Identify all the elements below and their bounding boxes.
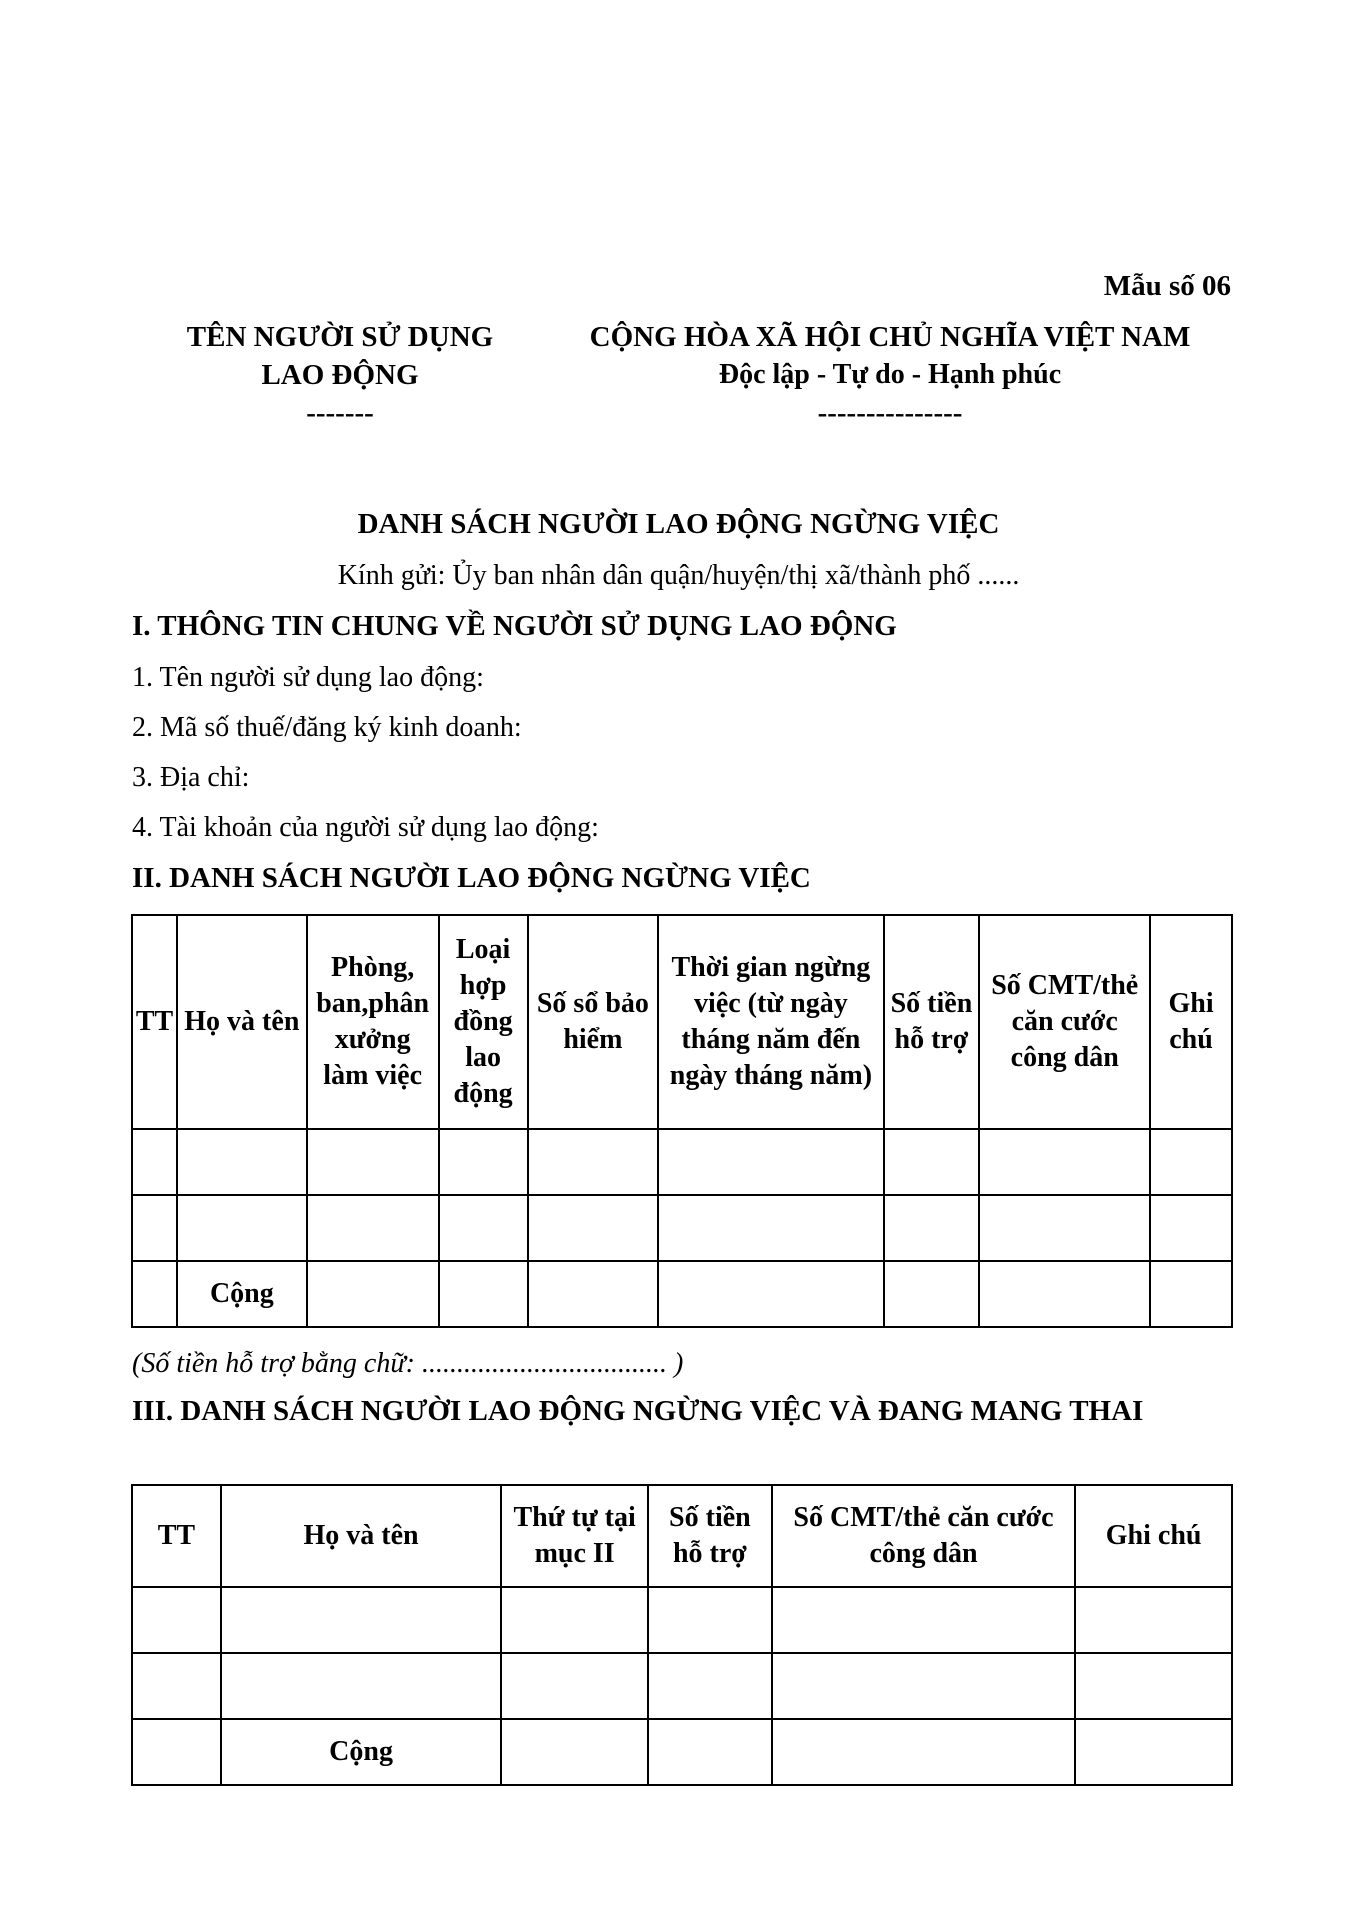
col-support-amount: Số tiền hỗ trợ bbox=[648, 1485, 772, 1587]
cell[interactable] bbox=[528, 1129, 659, 1195]
cell[interactable] bbox=[221, 1653, 501, 1719]
cell[interactable] bbox=[177, 1195, 307, 1261]
cell[interactable] bbox=[658, 1129, 883, 1195]
cell[interactable] bbox=[501, 1587, 648, 1653]
cell[interactable] bbox=[648, 1587, 772, 1653]
cell[interactable] bbox=[648, 1719, 772, 1785]
national-motto: Độc lập - Tự do - Hạnh phúc bbox=[718, 359, 1062, 390]
employer-header-line2: LAO ĐỘNG bbox=[261, 359, 419, 391]
cell[interactable] bbox=[132, 1129, 177, 1195]
cell[interactable] bbox=[1150, 1129, 1232, 1195]
amount-in-words: (Số tiền hỗ trợ bằng chữ: ................................... ) bbox=[132, 1348, 684, 1379]
cell[interactable] bbox=[772, 1719, 1075, 1785]
cell[interactable] bbox=[884, 1261, 980, 1327]
col-full-name: Họ và tên bbox=[221, 1485, 501, 1587]
total-label: Cộng bbox=[177, 1261, 307, 1327]
table-header-row bbox=[132, 1485, 1232, 1587]
col-insurance-number: Số sổ bảo hiểm bbox=[528, 915, 659, 1129]
cell[interactable] bbox=[501, 1719, 648, 1785]
col-department: Phòng, ban,phân xưởng làm việc bbox=[307, 915, 439, 1129]
cell[interactable] bbox=[1075, 1719, 1232, 1785]
cell[interactable] bbox=[528, 1261, 659, 1327]
cell[interactable] bbox=[132, 1195, 177, 1261]
section3-heading: III. DANH SÁCH NGƯỜI LAO ĐỘNG NGỪNG VIỆC VÀ ĐANG MANG THAI bbox=[132, 1395, 1144, 1427]
cell[interactable] bbox=[772, 1587, 1075, 1653]
cell[interactable] bbox=[307, 1261, 439, 1327]
total-row bbox=[132, 1261, 1232, 1327]
col-contract-type: Loại hợp đồng lao động bbox=[439, 915, 528, 1129]
col-id-number: Số CMT/thẻ căn cước công dân bbox=[772, 1485, 1075, 1587]
address-field: 3. Địa chỉ: bbox=[132, 762, 250, 793]
cell bbox=[132, 1261, 177, 1327]
cell[interactable] bbox=[132, 1587, 221, 1653]
cell[interactable] bbox=[772, 1653, 1075, 1719]
national-header bbox=[540, 318, 1240, 432]
col-id-number: Số CMT/thẻ căn cước công dân bbox=[979, 915, 1150, 1129]
cell[interactable] bbox=[221, 1587, 501, 1653]
suspended-workers-table bbox=[131, 914, 1233, 1328]
cell bbox=[132, 1719, 221, 1785]
tax-code-field: 2. Mã số thuế/đăng ký kinh doanh: bbox=[132, 712, 522, 743]
table-header-row bbox=[132, 915, 1232, 1129]
cell[interactable] bbox=[979, 1261, 1150, 1327]
cell[interactable] bbox=[501, 1653, 648, 1719]
employer-header-divider: ------- bbox=[306, 397, 374, 429]
cell[interactable] bbox=[979, 1129, 1150, 1195]
cell[interactable] bbox=[1150, 1261, 1232, 1327]
section1-heading: I. THÔNG TIN CHUNG VỀ NGƯỜI SỬ DỤNG LAO ĐỘNG bbox=[132, 610, 897, 642]
employer-name-field: 1. Tên người sử dụng lao động: bbox=[132, 662, 484, 693]
total-row bbox=[132, 1719, 1232, 1785]
col-notes: Ghi chú bbox=[1150, 915, 1232, 1129]
document-title: DANH SÁCH NGƯỜI LAO ĐỘNG NGỪNG VIỆC bbox=[357, 508, 1000, 540]
cell[interactable] bbox=[132, 1653, 221, 1719]
recipient-line: Kính gửi: Ủy ban nhân dân quận/huyện/thị xã/thành phố ...... bbox=[337, 560, 1020, 591]
cell[interactable] bbox=[439, 1261, 528, 1327]
pregnant-workers-table bbox=[131, 1484, 1233, 1786]
employer-header-line1: TÊN NGƯỜI SỬ DỤNG bbox=[186, 321, 494, 353]
table-row bbox=[132, 1129, 1232, 1195]
col-notes: Ghi chú bbox=[1075, 1485, 1232, 1587]
bank-account-field: 4. Tài khoản của người sử dụng lao động: bbox=[132, 812, 599, 843]
col-support-amount: Số tiền hỗ trợ bbox=[884, 915, 980, 1129]
cell[interactable] bbox=[884, 1195, 980, 1261]
cell[interactable] bbox=[648, 1653, 772, 1719]
total-label: Cộng bbox=[221, 1719, 501, 1785]
cell[interactable] bbox=[658, 1195, 883, 1261]
national-name: CỘNG HÒA XÃ HỘI CHỦ NGHĨA VIỆT NAM bbox=[589, 321, 1191, 353]
cell[interactable] bbox=[979, 1195, 1150, 1261]
employer-header bbox=[150, 318, 530, 432]
cell[interactable] bbox=[177, 1129, 307, 1195]
table-row bbox=[132, 1587, 1232, 1653]
cell[interactable] bbox=[1075, 1653, 1232, 1719]
cell[interactable] bbox=[1150, 1195, 1232, 1261]
table-row bbox=[132, 1653, 1232, 1719]
national-header-divider: --------------- bbox=[817, 397, 963, 429]
cell[interactable] bbox=[658, 1261, 883, 1327]
cell[interactable] bbox=[307, 1129, 439, 1195]
cell[interactable] bbox=[439, 1129, 528, 1195]
section2-heading: II. DANH SÁCH NGƯỜI LAO ĐỘNG NGỪNG VIỆC bbox=[132, 862, 811, 894]
cell[interactable] bbox=[1075, 1587, 1232, 1653]
form-number: Mẫu số 06 bbox=[1103, 270, 1231, 302]
cell[interactable] bbox=[884, 1129, 980, 1195]
cell[interactable] bbox=[528, 1195, 659, 1261]
col-suspension-period: Thời gian ngừng việc (từ ngày tháng năm đến ngày tháng năm) bbox=[658, 915, 883, 1129]
col-full-name: Họ và tên bbox=[177, 915, 307, 1129]
col-order-in-section2: Thứ tự tại mục II bbox=[501, 1485, 648, 1587]
table-row bbox=[132, 1195, 1232, 1261]
col-tt: TT bbox=[132, 1485, 221, 1587]
cell[interactable] bbox=[307, 1195, 439, 1261]
col-tt: TT bbox=[132, 915, 177, 1129]
cell[interactable] bbox=[439, 1195, 528, 1261]
